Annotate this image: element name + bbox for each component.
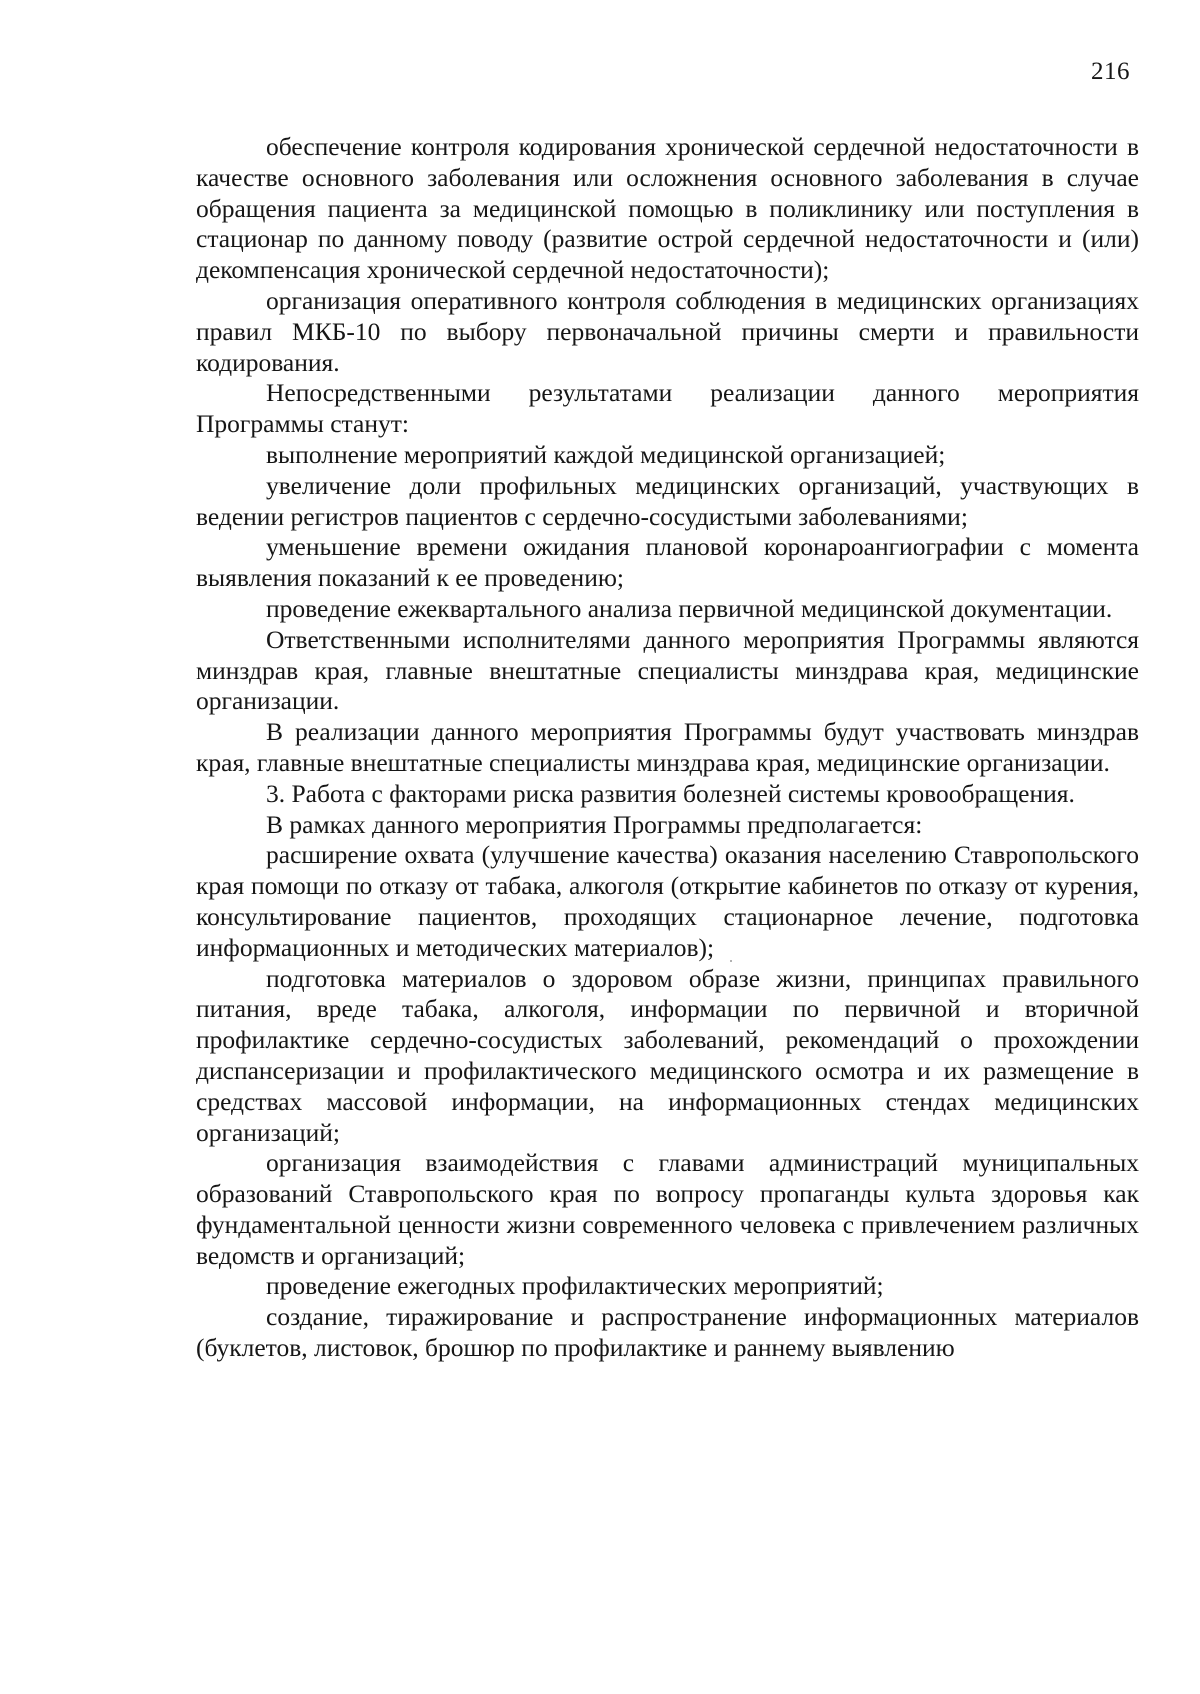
page-number: 216 (1091, 58, 1130, 85)
scan-speck (730, 960, 732, 962)
paragraph-coding-control: обеспечение контроля кодирования хронической сердечной недостаточности в качестве основного заболевания или осложнения основного заболевания в случае обращения пациента за медицинской помощью в поликлинику или поступления в стационар по данному поводу (развитие острой сердечной недостаточности и (или) декомпенсация хронической сердечной недостаточности); (196, 132, 1139, 285)
paragraph-annual-events: проведение ежегодных профилактических мероприятий; (266, 1271, 884, 1301)
body-text (196, 132, 1139, 1364)
paragraph-result-analysis: проведение ежеквартального анализа первичной медицинской документации. (266, 593, 1113, 623)
paragraph-municipal-cooperation: организация взаимодействия с главами администраций муниципальных образований Ставропольского края по вопросу пропаганды культа здоровья как фундаментальной ценности жизни современного человека с привлечением различных ведомств и организаций; (196, 1148, 1139, 1270)
paragraph-framework: В рамках данного мероприятия Программы предполагается: (266, 809, 923, 839)
paragraph-info-materials: создание, тиражирование и распространение информационных материалов (буклетов, листовок, брошюр по профилактике и раннему выявлению (196, 1302, 1139, 1363)
paragraph-result-waiting-time: уменьшение времени ожидания плановой коронароангиографии с момента выявления показаний к ее проведению; (196, 532, 1139, 593)
paragraph-icd10-control: организация оперативного контроля соблюдения в медицинских организациях правил МКБ-10 по выбору первоначальной причины смерти и правильности кодирования. (196, 285, 1139, 377)
paragraph-result-registries: увеличение доли профильных медицинских организаций, участвующих в ведении регистров пациентов с сердечно-сосудистыми заболеваниями; (196, 470, 1139, 531)
paragraph-healthy-lifestyle: подготовка материалов о здоровом образе жизни, принципах правильного питания, вреде табака, алкоголя, информации по первичной и вторичной профилактике сердечно-сосудистых заболеваний, рекомендаций о прохождении диспансеризации и профилактического медицинского осмотра и их размещение в средствах массовой информации, на информационных стендах медицинских организаций; (196, 963, 1139, 1147)
paragraph-result-execution: выполнение мероприятий каждой медицинской организацией; (266, 439, 946, 469)
paragraph-participants: В реализации данного мероприятия Программы будут участвовать минздрав края, главные внештатные специалисты минздрава края, медицинские организации. (196, 717, 1139, 777)
paragraph-direct-results: Непосредственными результатами реализации данного мероприятия Программы станут: (196, 378, 1139, 439)
paragraph-responsible: Ответственными исполнителями данного мероприятия Программы являются минздрав края, главные внештатные специалисты минздрава края, медицинские организации. (196, 624, 1139, 716)
paragraph-tobacco-alcohol: расширение охвата (улучшение качества) оказания населению Ставропольского края помощи по отказу от табака, алкоголя (открытие кабинетов по отказу от курения, консультирование пациентов, проходящих стационарное лечение, подготовка информационных и методических материалов); (196, 840, 1139, 962)
section-heading-risk-factors: 3. Работа с факторами риска развития болезней системы кровообращения. (266, 778, 1075, 808)
